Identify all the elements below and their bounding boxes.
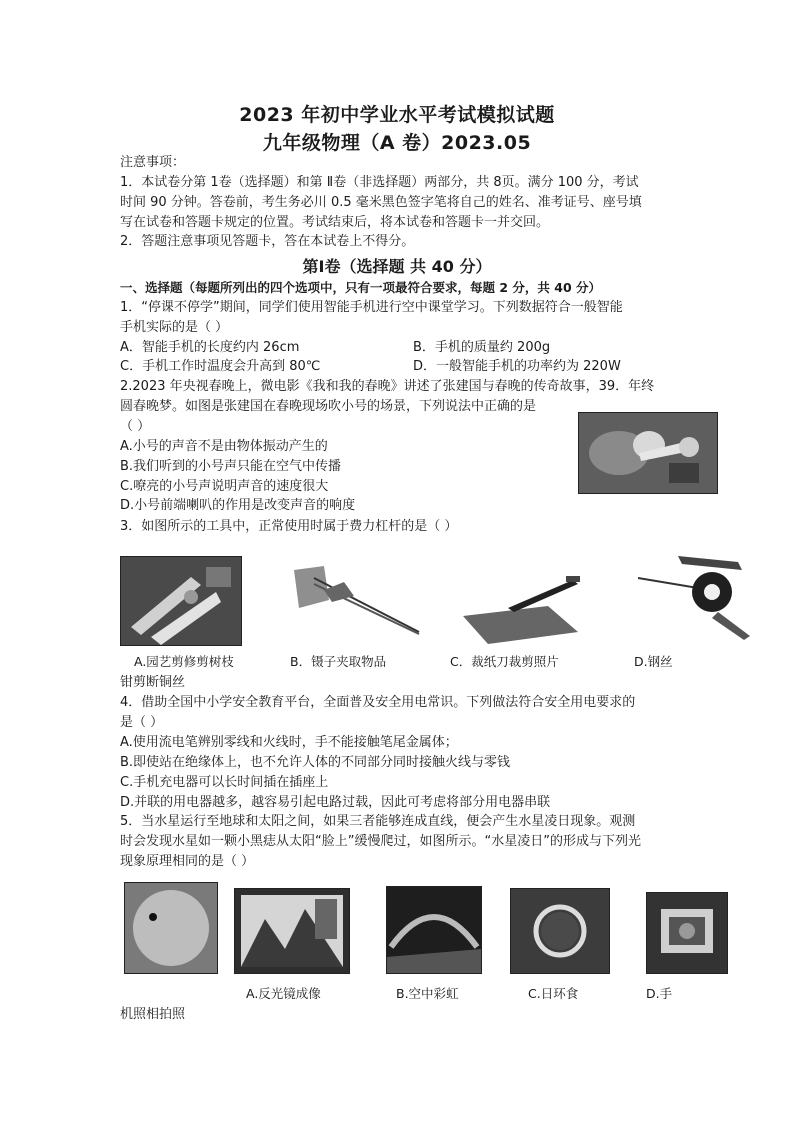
garden-shears-photo [120, 556, 242, 646]
notes-heading: 注意事项： [120, 155, 186, 170]
section-title: 第Ⅰ卷（选择题 共 40 分） [302, 257, 492, 276]
q2-stem: 2.2023 年央视春晚上，微电影《我和我的春晚》讲述了张建国与春晚的传奇故事，39．年终 [120, 379, 655, 394]
q4-stem: 4．借助全国中小学安全教育平台，全面普及安全用电常识。下列做法符合安全用电要求的 [120, 695, 636, 710]
q1-stem: 1．“停课不停学”期间，同学们使用智能手机进行空中课堂学习。下列数据符合一般智能 [120, 300, 623, 315]
q3-option-d: D.钢丝 [634, 654, 673, 669]
q4-option-d: D.并联的用电器越多，越容易引起电路过载，因此可考虑将部分用电器串联 [120, 795, 551, 810]
q5-option-d: D.手 [646, 986, 673, 1001]
q3-stem: 3．如图所示的工具中，正常使用时属于费力杠杆的是（ ） [120, 519, 458, 534]
rainbow-photo [386, 886, 482, 974]
q1-option-c: C．手机工作时温度会升高到 80℃ [120, 359, 321, 374]
notes-line: 2．答题注意事项见答题卡，答在本试卷上不得分。 [120, 234, 415, 249]
q2-stem: 圆春晚梦。如图是张建国在春晚现场吹小号的场景，下列说法中正确的是 [120, 399, 537, 414]
exam-subtitle: 九年级物理（A 卷）2023.05 [262, 132, 532, 154]
q5-stem: 现象原理相同的是（ ） [120, 854, 255, 869]
q2-paren: （ ） [120, 419, 151, 434]
trumpet-photo [578, 412, 718, 494]
tweezers-photo [284, 560, 422, 640]
mirror-reflection-photo [234, 888, 350, 974]
q1-option-b: B．手机的质量约 200g [413, 340, 551, 355]
q3-option-c: C．裁纸刀裁剪照片 [450, 654, 559, 669]
q1-option-d: D．一般智能手机的功率约为 220W [413, 359, 621, 374]
notes-line: 1．本试卷分第 1卷（选择题）和第 Ⅱ卷（非选择题）两部分，共 8页。满分 100 分，考试 [120, 175, 639, 190]
q3-option-d-cont: 钳剪断铜丝 [120, 675, 186, 690]
section-instruction: 一、选择题（每题所列出的四个选项中，只有一项最符合要求，每题 2 分，共 40 分） [120, 280, 602, 295]
q3-option-b: B．镊子夹取物品 [290, 654, 387, 669]
notes-line: 写在试卷和答题卡规定的位置。考试结束后，将本试卷和答题卡一并交回。 [120, 215, 550, 230]
wire-cutter-photo [638, 548, 754, 640]
q2-option-b: B.我们听到的小号声只能在空气中传播 [120, 459, 342, 474]
q5-stem: 5．当水星运行至地球和太阳之间，如果三者能够连成直线，便会产生水星凌日现象。观测 [120, 814, 636, 829]
q2-option-a: A.小号的声音不是由物体振动产生的 [120, 439, 328, 454]
q2-option-d: D.小号前端喇叭的作用是改变声音的响度 [120, 498, 356, 513]
q3-option-a: A.园艺剪修剪树枝 [134, 654, 234, 669]
q5-option-a: A.反光镜成像 [246, 986, 321, 1001]
q5-stem: 时会发现水星如一颗小黑痣从太阳“脸上”缓慢爬过，如图所示。“水星凌日”的形成与下列光 [120, 834, 641, 849]
q4-option-b: B.即使站在绝缘体上，也不允许人体的不同部分同时接触火线与零钱 [120, 755, 511, 770]
q4-stem: 是（ ） [120, 715, 164, 730]
exam-title: 2023 年初中学业水平考试模拟试题 [239, 104, 555, 126]
paper-cutter-photo [458, 576, 588, 646]
q4-option-a: A.使用流电笔辨别零线和火线时，手不能接触笔尾金属体； [120, 735, 458, 750]
q4-option-c: C.手机充电器可以长时间插在插座上 [120, 775, 329, 790]
mercury-transit-photo [124, 882, 218, 974]
q5-option-b: B.空中彩虹 [396, 986, 459, 1001]
q1-option-a: A．智能手机的长度约内 26cm [120, 340, 300, 355]
q5-option-d-cont: 机照相拍照 [120, 1007, 186, 1022]
annular-eclipse-photo [510, 888, 610, 974]
q5-option-c: C.日环食 [528, 986, 579, 1001]
q2-option-c: C.嘹亮的小号声说明声音的速度很大 [120, 479, 329, 494]
phone-photo-picture [646, 892, 728, 974]
q1-stem: 手机实际的是（ ） [120, 320, 229, 335]
notes-line: 时间 90 分钟。答卷前，考生务必川 0.5 毫米黑色签字笔将自己的姓名、准考证号、座号填 [120, 195, 642, 210]
